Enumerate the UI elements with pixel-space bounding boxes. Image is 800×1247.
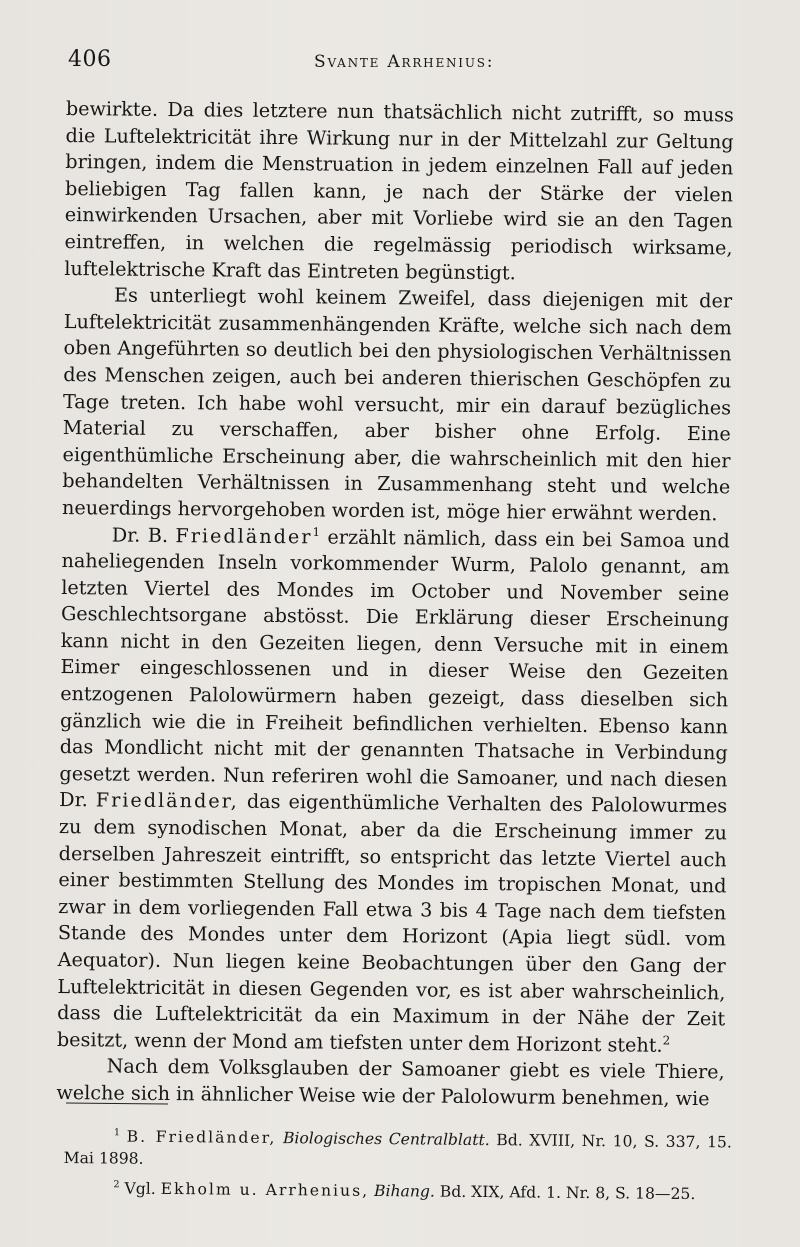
paragraph-4: Nach dem Volksglauben der Samoaner giebt es viele Thiere, welche sich in ähnlicher Weise wie der Palolowurm benehmen, wie [56,1054,725,1111]
paragraph-2: Es unterliegt wohl keinem Zweifel, dass diejenigen mit der Luftelektricität zusammenhängenden Kräfte, welche sich nach dem oben Angeführten so deutlich bei den physiologischen Verhältnissen des Menschen zeigen, auch bei anderen thierischen Geschöpfen zu Tage treten. Ich habe wohl versucht, mir ein darauf bezügliches Material zu verschaffen, aber bisher ohne Erfolg. Eine eigenthümliche Erscheinung aber, die wahrscheinlich mit den hier behandelten Verhältnissen in Zusammenhang steht und welche neuerdings hervorgehoben worden ist, möge hier erwähnt werden. [61,283,733,526]
footnote-2-mark: 2 [113,1178,120,1190]
paragraph-3 [57,521,730,1059]
author-name-friedlaender: Friedländer [175,523,313,548]
paragraph-3-text: erzählt nämlich, dass ein bei Samoa und naheliegenden Inseln vorkommender Wurm, Palolo genannt, am letzten Viertel des Mondes im October und November seine Geschlechtsorgane abstösst. Die Erklärung dieser Erscheinung kann nicht in den Gezeiten liegen, denn Versuche mit in einem Eimer eingeschlossenen und in dieser Weise den Gezeiten entzogenen Palolowürmern haben gezeigt, dass dieselben sich gänzlich wie die in Freiheit befindlichen verhielten. Ebenso kann das Mondlicht nicht mit der genannten Thatsache in Verbindung gesetzt werden. Nun referiren wohl die Samoaner, und nach diesen Dr. [59,525,730,812]
footnote-2-authors: Ekholm u. Arrhenius, [160,1179,370,1200]
footnote-1-author: B. Friedländer, [126,1127,277,1148]
page-number: 406 [68,47,112,72]
footnote-1-journal: Biologisches Centralblatt. [282,1129,490,1150]
paragraph-1: bewirkte. Da dies letztere nun thatsächlich nicht zutrifft, so muss die Luftelektricität ihre Wirkung nur in der Mittelzahl zur Geltung bringen, indem die Menstruation in jedem einzelnen Fall auf jeden beliebigen Tag fallen kann, je nach der Stärke der vielen einwirkenden Ursachen, aber mit Vorliebe wird sie an den Tagen eintreffen, in welchen die regelmässig periodisch wirksame, luftelektrische Kraft das Eintreten begünstigt. [64,96,734,284]
body-text [56,96,734,1113]
footnote-1-details: Bd. XVIII, Nr. 10, S. 337, 15. Mai 1898. [63,1131,732,1168]
footnote-1 [64,1126,732,1176]
footnote-1-mark: 1 [113,1127,121,1139]
footnote-2 [63,1178,731,1206]
footnotes [63,1126,732,1214]
running-head: Svante Arrhenius: [314,52,495,72]
footnote-2-details: Bd. XIX, Afd. 1. Nr. 8, S. 18—25. [439,1182,696,1203]
footnote-2-prefix: Vgl. [124,1179,156,1198]
paragraph-3-prefix: Dr. B. [111,522,169,547]
author-name-friedlaender-2: Friedländer, [95,788,239,814]
paragraph-3-text-2: das eigenthümliche Verhalten des Palolowurmes zu dem synodischen Monat, aber da die Erscheinung immer zu derselben Jahreszeit eintrifft, so entspricht das letzte Viertel auch einer bestimmten Stellung des Mondes im tropischen Monat, und zwar in dem vorliegenden Fall etwa 3 bis 4 Tage nach dem tiefsten Stande des Mondes unter dem Horizont (Apia liegt südl. vom Aequator). Nun liegen keine Beobachtungen über den Gang der Luftelektricität in diesen Gegenden vor, es ist aber wahrscheinlich, dass die Luftelektricität da ein Maximum in der Nähe der Zeit besitzt, wenn der Mond am tiefsten unter dem Horizont steht. [56,790,728,1057]
page-header [68,47,728,87]
footnote-2-journal: Bihang. [373,1181,435,1201]
footnote-ref-1[interactable]: 1 [312,524,321,539]
footnote-ref-2[interactable]: 2 [662,1033,671,1048]
